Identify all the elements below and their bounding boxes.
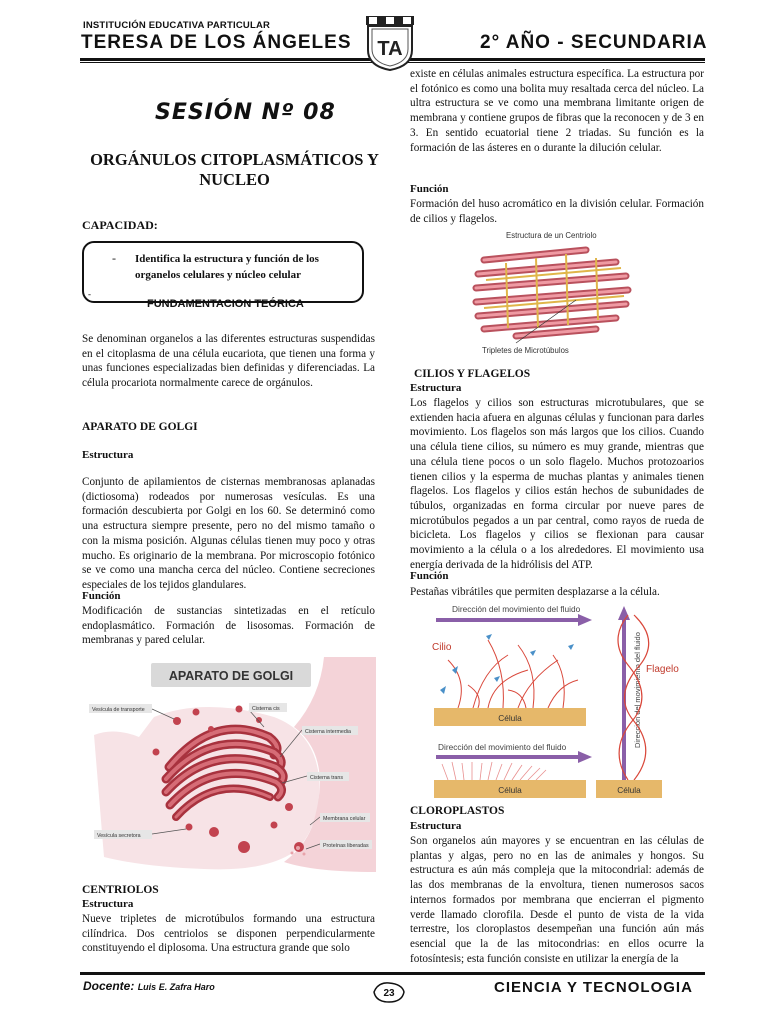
centriole-figure-caption: Tripletes de Microtúbulos [482,346,569,355]
cloroplastos-heading: CLOROPLASTOS [410,805,505,817]
centriolos-heading: CENTRIOLOS [82,884,159,896]
logo-lettering: TA [377,38,403,60]
capacidad-label: CAPACIDAD: [82,218,158,232]
grade-label: 2° AÑO - SECUNDARIA [480,32,708,53]
golgi-label-2: Cisterna intermedia [305,729,351,735]
centriolos-estructura-label: Estructura [82,898,134,910]
cloroplastos-estructura-text: Son organelos aún mayores y se encuentran en las células de plantas y algas, pero no en las de animales y hongos. Su estructura es aún más compleja que la mitocondrial: además de las dos membranas de la envoltura, tienen numerosos sacos internos formados por membrana que encierran el pigmento verde llamado clorofila. Desde el punto de vista de la vida terrestre, los cloroplastos desempeñan una función aún más esencial que la de las mitocondrias: en ellos ocurre la fotosíntesis; esta función consiste en utilizar la energía de la [410,835,704,965]
golgi-label-1: Cisterna cis [252,706,280,712]
golgi-heading: APARATO DE GOLGI [82,421,198,433]
docente-label: Docente: [83,979,135,993]
cell-label-1: Célula [498,713,522,723]
cilios-heading: CILIOS Y FLAGELOS [414,368,531,380]
docente-line [83,979,215,993]
centriole-figure-title: Estructura de un Centriolo [506,231,597,240]
golgi-label-4: Membrana celular [323,816,366,822]
centriolos-text-left: Nueve tripletes de microtúbulos formando una estructura cilíndrica. Dos centriolos se disponen perpendicularmente constituyendo el diplosoma. Una estructura grande que solo [82,913,375,955]
fundamentacion-heading: FUNDAMENTACION TEÓRICA [147,298,304,310]
docente-name: Luis E. Zafra Haro [137,982,215,992]
centriole-figure [466,228,646,358]
golgi-label-5: Vesícula secretora [97,833,141,839]
golgi-label-3: Cisterna trans [310,775,343,781]
footer-rule [80,972,705,975]
flow-label-vertical: Dirección del movimiento del fluido [633,632,642,748]
cilios-funcion-label: Función [410,570,449,582]
intro-paragraph: Se denominan organelos a las diferentes estructuras suspendidas en el citoplasma de una célula eucariota, que tienen una forma y unas funciones especializadas bien definidas y diferenciadas. La célula procariota normalmente carece de orgánulos. [82,333,375,390]
flow-label-bottom: Dirección del movimiento del fluido [438,742,567,752]
capacidad-text: Identifica la estructura y función de los organelos celulares y núcleo celular [135,253,319,281]
institution-type: INSTITUCIÓN EDUCATIVA PARTICULAR [83,20,271,31]
golgi-figure-title: APARATO DE GOLGI [168,669,294,683]
cloroplastos-estructura-label: Estructura [410,820,462,832]
centriolos-funcion-label: Función [410,183,449,195]
centriolos-text-right: existe en células animales estructura específica. La estructura por el fotónico es como una bolita muy resaltada cerca del núcleo. La ultra estructura se ve como una membrana limitante origen de membrana y contiene grupos de fibras que la reconocen y de 3 en 3. En sentido ecuatorial tiene 2 triadas. Su función es la formación de las ásteres en o durante la dilución celular. [410,68,704,154]
page-number-badge [372,980,406,1004]
golgi-estructura-text: Conjunto de apilamientos de cisternas membranosas aplanadas (dictiosoma) rodeados por numerosas vesículas. Es una formación descubierta por Golgi en los 60. Se determinó como una estructura siempre presente, pero no del mismo tamaño o con la misma posición. Algunas células tienen muy poco y otras mucho. Es originario de la membrana. Por microscopio fotónico se ve como una mancha cerca del núcleo. Contiene secreciones especiales de los tejidos glandulares. [82,476,375,591]
centriolos-funcion-text: Formación del huso acromático en la división celular. Formación de cilios y flagelos. [410,198,704,225]
golgi-label-0: Vesícula de transporte [92,707,145,713]
capacidad-bullet: - [112,251,116,265]
golgi-figure [84,657,376,879]
golgi-funcion-label: Función [82,590,121,602]
cilios-estructura-label: Estructura [410,382,462,394]
school-logo [360,14,420,72]
cilio-label: Cilio [432,642,452,653]
cell-label-3: Célula [617,785,641,795]
golgi-estructura-label: Estructura [82,449,134,461]
flagelo-label: Flagelo [646,664,679,675]
capacidad-trailing-dash: - [88,289,91,299]
school-name: TERESA DE LOS ÁNGELES [81,32,352,53]
cilios-estructura-text: Los flagelos y cilios son estructuras microtubulares, que se extienden hacia afuera en algunas células y funcionan para darles movimiento. Los flagelos son más largos que los cilios. Cuando una célula tiene cilios, su número es muy grande, mientras que una célula tiene pocos o un solo flagelo. Muchos protozoarios tienen cilios y la esperma de muchas plantas y animales tienen flagelos. Los flagelos y cilios están hechos de subunidades de túbulos, organizadas en forma circular por nueve pares de microtúbulos pegados a un par central, como rayos de rueda de bicicleta. Los flagelos y cilios se flexionan para causar movimiento a la célula o a los alrededores. El movimiento usa energía derivada de la hidrólisis del ATP. [410,397,704,571]
session-title: SESIÓN Nº 08 [155,100,336,125]
cilia-flagella-figure [428,600,698,802]
subject-label: CIENCIA Y TECNOLOGIA [494,979,693,996]
main-title: ORGÁNULOS CITOPLASMÁTICOS Y NUCLEO [90,150,379,189]
golgi-funcion-text: Modificación de sustancias sintetizadas en el retículo endoplasmático. Formación de lisosomas. Formación de membranas y pared celular. [82,605,375,647]
page-number: 23 [383,988,395,999]
cilios-funcion-text: Pestañas vibrátiles que permiten desplazarse a la célula. [410,586,660,598]
cell-label-2: Célula [498,785,522,795]
flow-label-top: Dirección del movimiento del fluido [452,604,581,614]
golgi-label-6: Proteínas liberadas [323,843,369,849]
